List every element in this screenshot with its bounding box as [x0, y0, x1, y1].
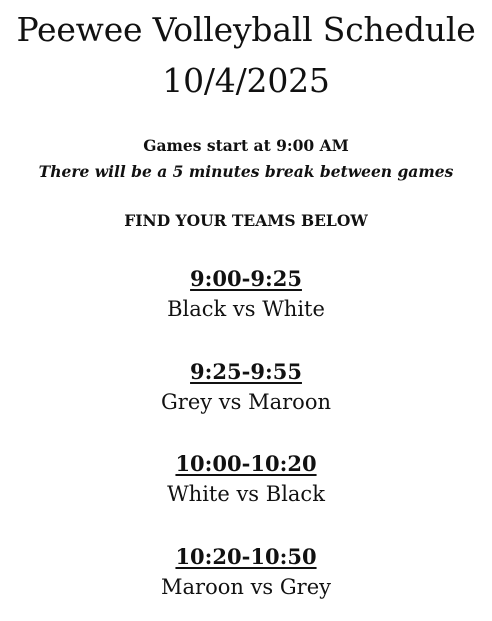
schedule-date: 10/4/2025	[162, 61, 330, 100]
start-time-note: Games start at 9:00 AM	[143, 136, 349, 155]
game-time: 10:20-10:50	[175, 544, 317, 569]
game-time: 9:00-9:25	[190, 266, 302, 291]
game-matchup: Black vs White	[167, 297, 325, 321]
game-matchup: Maroon vs Grey	[161, 575, 331, 599]
game-time: 9:25-9:55	[190, 359, 302, 384]
page-title: Peewee Volleyball Schedule	[16, 10, 476, 49]
break-note: There will be a 5 minutes break between games	[38, 162, 454, 181]
game-time: 10:00-10:20	[175, 451, 317, 476]
game-matchup: Grey vs Maroon	[161, 390, 331, 414]
game-matchup: White vs Black	[167, 482, 325, 506]
find-teams-heading: FIND YOUR TEAMS BELOW	[124, 211, 368, 230]
